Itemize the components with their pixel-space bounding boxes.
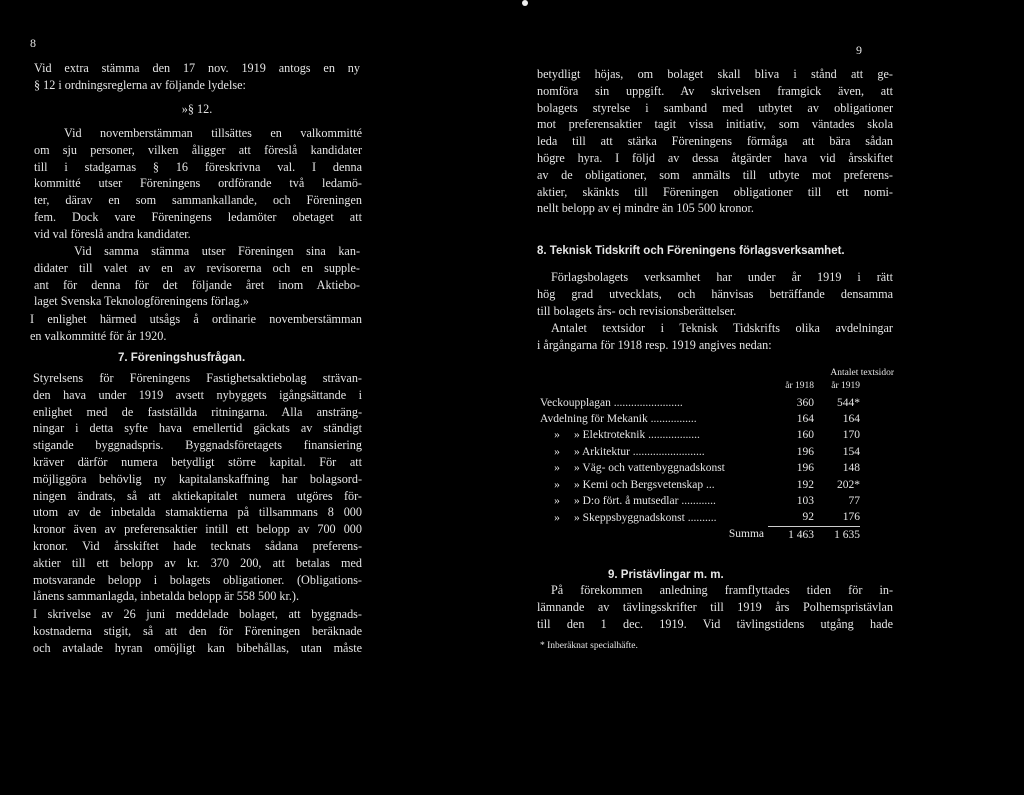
text-line: den hava under 1919 avsett nybyggets igångsättande i (33, 387, 362, 402)
paragraph-letter-june (33, 606, 362, 656)
text-line: av de obligationer, som anmälts till utbyte mot preferens- (537, 167, 893, 182)
sum-label: Summa (728, 528, 764, 541)
text-line: nellt belopp av ej mindre än 105 500 kronor. (537, 201, 754, 216)
text-line: Vid novemberstämman tillsättes en valkommitté (64, 126, 362, 140)
text-line: till i stadgarnas § 16 föreskrivna val. I denna (34, 159, 362, 174)
row-label: » Skeppsbyggnadskonst (574, 511, 685, 524)
row-mark: » (554, 511, 560, 524)
cell-1919: 148 (842, 462, 860, 475)
sum-1919: 1 635 (834, 528, 860, 541)
paragraph-rent-increase (537, 66, 893, 217)
text-line: § 12 i ordningsreglerna av följande lydelse: (34, 77, 246, 92)
text-line: högre hyra. I följd av dessa åtgärder hava vid årsskiftet (537, 150, 893, 165)
scan-dot (522, 0, 528, 6)
text-line: stigande byggnadspris. Byggnadsföretagets finansiering (33, 438, 362, 453)
text-pages-table (540, 378, 860, 543)
paragraph-auditor-election (34, 243, 360, 310)
text-line: utom av de inbetalda stamaktierna på tillsammans 8 000 (33, 505, 362, 520)
table-sum-row (540, 526, 860, 543)
text-line: vid val föreslå andra kandidater. (34, 226, 191, 241)
paragraph-text-pages (537, 320, 893, 354)
text-line: nomföra sin uppgift. Av skrivelsen framgick även, att (537, 83, 893, 98)
text-line: bolagets styrelse i samband med utbytet av obligationer (537, 100, 893, 115)
text-line: till den 1 dec. 1919. Vid tävlingstidens utgång hade (537, 616, 893, 631)
cell-1919: 154 (842, 445, 860, 458)
paragraph-competition (537, 582, 893, 632)
cell-1918: 164 (796, 412, 814, 425)
cell-1919: 170 (842, 429, 860, 442)
section-ref-text: »§ 12. (181, 102, 213, 116)
page-number-left: 8 (30, 36, 36, 50)
section-reference (34, 101, 360, 118)
text-line: betydligt höjas, om bolaget skall bliva i stånd att ge- (537, 67, 893, 81)
text-line: aktier till ett belopp av kr. 370 200, att betalas med (33, 555, 362, 570)
text-line: laget Svenska Teknologföreningens förlag.» (34, 294, 249, 309)
text-line: ant för denna för det följande året inom Aktiebo- (34, 277, 360, 292)
text-line: kräver därför numera betydligt större kapital. För att (33, 454, 362, 469)
text-line: I enlighet härmed utsågs å ordinarie novemberstämman (30, 312, 362, 326)
heading-foreningshusfragan: 7. Föreningshusfrågan. (118, 352, 246, 364)
cell-1918: 160 (796, 429, 814, 442)
text-line: lämnande av tävlingsskrifter till 1919 års Polhemspristävlan (537, 599, 893, 614)
cell-1918: 192 (796, 478, 814, 491)
text-line: om sju personer, vilken åligger att föreslå kandidater (34, 142, 362, 157)
header-1919: år 1919 (831, 381, 860, 392)
page-number-right: 9 (856, 43, 862, 57)
row-mark: » (554, 478, 560, 491)
text-line: hög grad utvecklats, och hänvisas beträffande densamma (537, 286, 893, 301)
text-line: fem. Dock vare Föreningens ledamöter obetaget att (34, 209, 362, 224)
paragraph-nomination-committee (34, 125, 362, 243)
text-line: kostnaderna stigit, så att den för Föreningen beräknade (33, 623, 362, 638)
text-line: leda till att stärka Föreningens förmåga att bära sådan (537, 134, 893, 149)
table-header-caption: Antalet textsidor (830, 368, 894, 378)
text-line: i årgångarna för 1918 resp. 1919 angives nedan: (537, 337, 772, 352)
row-label: Avdelning för Mekanik (540, 412, 648, 425)
text-line: Vid samma stämma utser Föreningen sina kan- (74, 244, 360, 258)
text-line: lånens sammanlagda, inbetalda belopp är 558 500 kr.). (33, 589, 300, 604)
row-mark: » (554, 429, 560, 442)
cell-1918: 103 (796, 494, 814, 507)
text-line: På förekommen anledning framflyttades tiden för in- (551, 583, 893, 597)
cell-1919: 544* (837, 396, 860, 409)
table-row: » » Kemi och Bergsvetenskap ... 192 202* (540, 476, 860, 492)
cell-1918: 360 (796, 396, 814, 409)
paragraph-building-company (33, 370, 362, 605)
row-label: » D:o fört. å mutsedlar (574, 494, 679, 507)
text-line: ningar i detta syfte hava emellertid gäckats av ständigt (33, 421, 362, 436)
cell-1919: 176 (814, 509, 860, 526)
sum-1918: 1 463 (788, 528, 814, 541)
text-line: kronor även av preferensaktier intill ett belopp av 700 000 (33, 522, 362, 537)
cell-1919: 77 (848, 494, 860, 507)
text-line: I skrivelse av 26 juni meddelade bolaget, att byggnads- (33, 607, 362, 621)
paragraph-committee-appointed (30, 311, 362, 345)
text-line: Vid extra stämma den 17 nov. 1919 antogs en ny (34, 61, 360, 75)
text-line: enlighet med de fastställda ritningarna. Alla ansträng- (33, 404, 362, 419)
row-mark: » (554, 445, 560, 458)
row-label: » Elektroteknik (574, 429, 646, 442)
table-row: » » Arkitektur ......................... 196 154 (540, 444, 860, 460)
heading-pristavlingar: 9. Pristävlingar m. m. (608, 569, 724, 581)
text-line: en valkommitté för år 1920. (30, 328, 167, 343)
text-line: mot preferensaktier tagit vissa initiativ, som väntades skola (537, 117, 893, 132)
text-line: didater till valet av en av revisorerna och en supple- (34, 260, 360, 275)
table-row (540, 460, 860, 476)
header-1918: år 1918 (785, 381, 814, 392)
table-row: » » Elektroteknik .................. 160 170 (540, 427, 860, 443)
row-mark: » (554, 494, 560, 507)
text-line: Förlagsbolagets verksamhet har under år 1919 i rätt (551, 270, 893, 284)
table-row: Veckoupplagan ........................ 360 544* (540, 394, 860, 410)
text-line: möjliggöra behövlig ny kapitalanskaffning har bolagsord- (33, 471, 362, 486)
row-mark: » (554, 462, 560, 475)
row-label: » Kemi och Bergsvetenskap (574, 478, 704, 491)
text-line: kronor. Vid årsskiftet hade tecknats sådana preferens- (33, 538, 362, 553)
text-line: och avtalade hyran omöjligt kan bibehållas, utan måste (33, 640, 362, 655)
table-row: » » D:o fört. å mutsedlar ............ 103 77 (540, 493, 860, 509)
text-line: Styrelsens för Föreningens Fastighetsaktiebolag strävan- (33, 371, 362, 385)
footnote: * Inberäknat specialhäfte. (540, 641, 638, 651)
cell-1919: 202* (837, 478, 860, 491)
cell-1918: 92 (768, 509, 814, 526)
row-label: » Väg- och vattenbyggnadskonst (574, 462, 725, 475)
text-line: till bolagets års- och revisionsberättelser. (537, 303, 737, 318)
cell-1919: 164 (842, 412, 860, 425)
paragraph-extra-meeting (34, 60, 360, 94)
table-row: Avdelning för Mekanik ................ 164 164 (540, 411, 860, 427)
text-line: aktier, skänkts till Föreningen obligationer till ett nomi- (537, 184, 893, 199)
heading-teknisk-tidskrift: 8. Teknisk Tidskrift och Föreningens förlagsverksamhet. (537, 245, 845, 257)
row-label: Veckoupplagan (540, 396, 611, 409)
text-line: Antalet textsidor i Teknisk Tidskrifts olika avdelningar (551, 321, 893, 335)
table-header-row (540, 378, 860, 394)
text-line: kommitté utser Föreningens ordförande två ledamö- (34, 176, 362, 191)
table-row: » » Skeppsbyggnadskonst .......... 92 176 (540, 509, 860, 526)
text-line: motsvarande belopp i bolagets obligationer. (Obligations- (33, 572, 362, 587)
cell-1918: 196 (796, 445, 814, 458)
paragraph-publishing (537, 269, 893, 319)
row-label: » Arkitektur (574, 445, 630, 458)
cell-1918: 196 (796, 462, 814, 475)
text-line: ningen ändrats, så att aktiekapitalet numera utgöres för- (33, 488, 362, 503)
text-line: ter, därav en som sammankallande, och Föreningen (34, 193, 362, 208)
